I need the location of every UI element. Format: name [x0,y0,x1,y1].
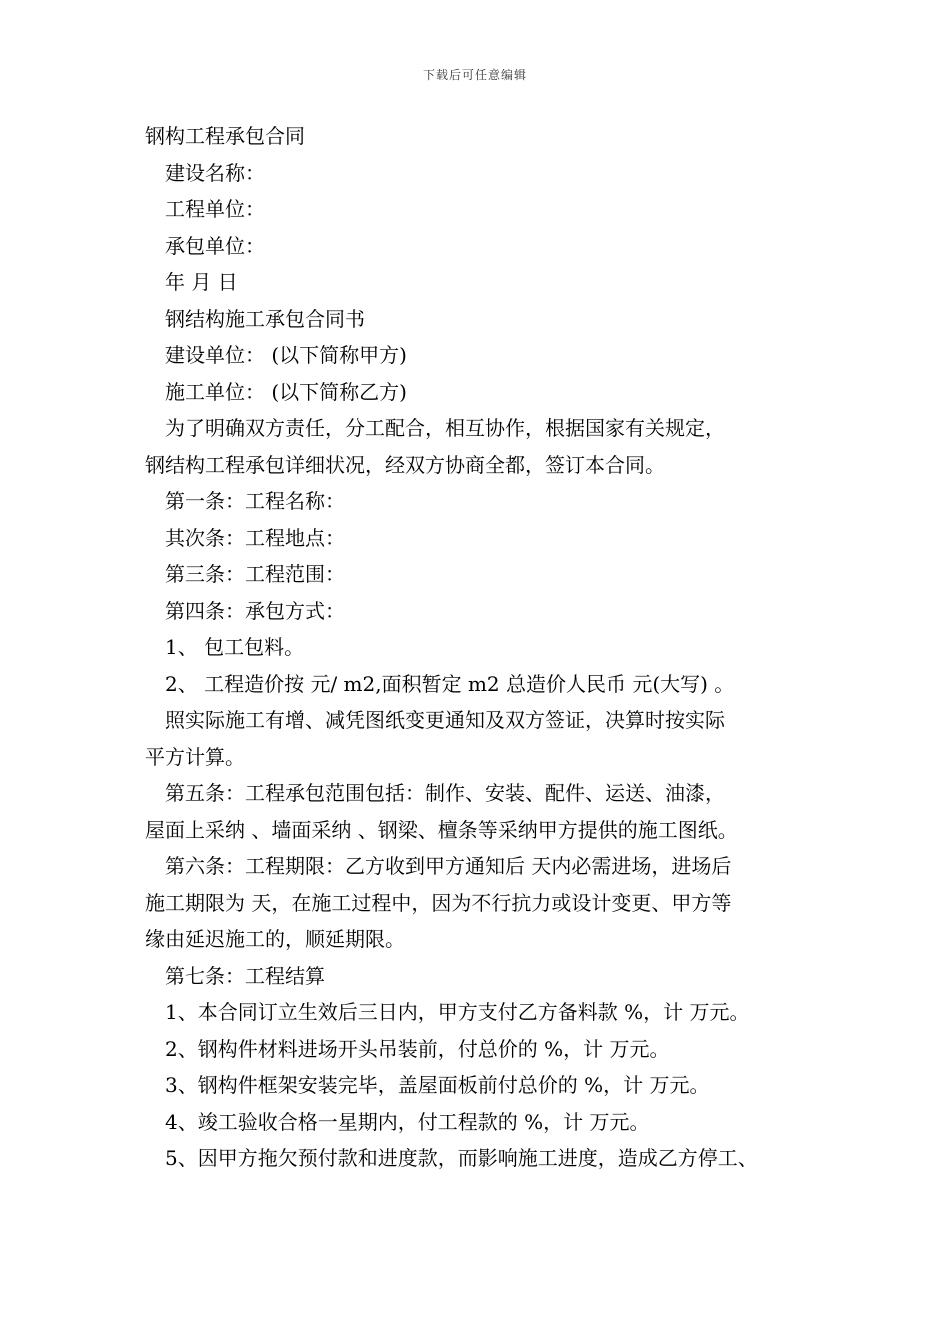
text-line: 2、钢构件材料进场开头吊装前，付总价的 %，计 万元。 [165,1036,670,1061]
text-line: 承包单位： [165,233,265,258]
text-line: 第七条：工程结算 [165,963,325,988]
text-line: 第四条：承包方式： [165,598,345,623]
text-line: 第三条：工程范围： [165,562,345,586]
text-line: 屋面上采纳 、墙面采纳 、钢梁、檀条等采纳甲方提供的施工图纸。 [145,817,738,842]
text-line: 1、 包工包料。 [165,635,305,659]
text-line: 5、因甲方拖欠预付款和进度款，而影响施工进度，造成乙方停工、 [165,1146,758,1170]
text-line: 第六条：工程期限：乙方收到甲方通知后 天内必需进场，进场后 [165,854,732,878]
document-title: 钢构工程承包合同 [145,124,305,148]
text-line: 照实际施工有增、减凭图纸变更通知及双方签证，决算时按实际 [165,708,725,732]
text-line: 4、竣工验收合格一星期内，付工程款的 %，计 万元。 [165,1109,650,1134]
text-line: 1、本合同订立生效后三日内，甲方支付乙方备料款 %，计 万元。 [165,1000,750,1024]
text-line: 第五条：工程承包范围包括：制作、安装、配件、运送、油漆， [165,781,725,805]
text-line: 缘由延迟施工的，顺延期限。 [145,927,405,951]
text-line: 工程单位： [165,197,265,221]
text-line: 施工单位： (以下简称乙方) [165,379,407,404]
text-line: 3、钢构件框架安装完毕，盖屋面板前付总价的 %，计 万元。 [165,1073,710,1097]
text-line: 第一条：工程名称： [165,489,345,513]
text-line: 建设名称： [165,160,265,185]
text-line: 平方计算。 [145,744,245,769]
text-line: 建设单位： (以下简称甲方) [165,343,407,367]
text-line: 施工期限为 天，在施工过程中，因为不行抗力或设计变更、甲方等 [145,890,732,915]
text-line: 钢结构施工承包合同书 [165,306,365,331]
text-line: 为了明确双方责任，分工配合，相互协作，根据国家有关规定， [165,416,725,440]
text-line: 其次条：工程地点： [165,525,345,550]
text-line: 2、 工程造价按 元/ m2,面积暂定 m2 总造价人民币 元(大写) 。 [165,671,735,696]
text-line: 年 月 日 [165,270,238,294]
header-note: 下载后可任意编辑 [422,68,527,82]
text-line: 钢结构工程承包详细状况，经双方协商全都，签订本合同。 [145,452,665,477]
contract-body [145,118,825,1177]
